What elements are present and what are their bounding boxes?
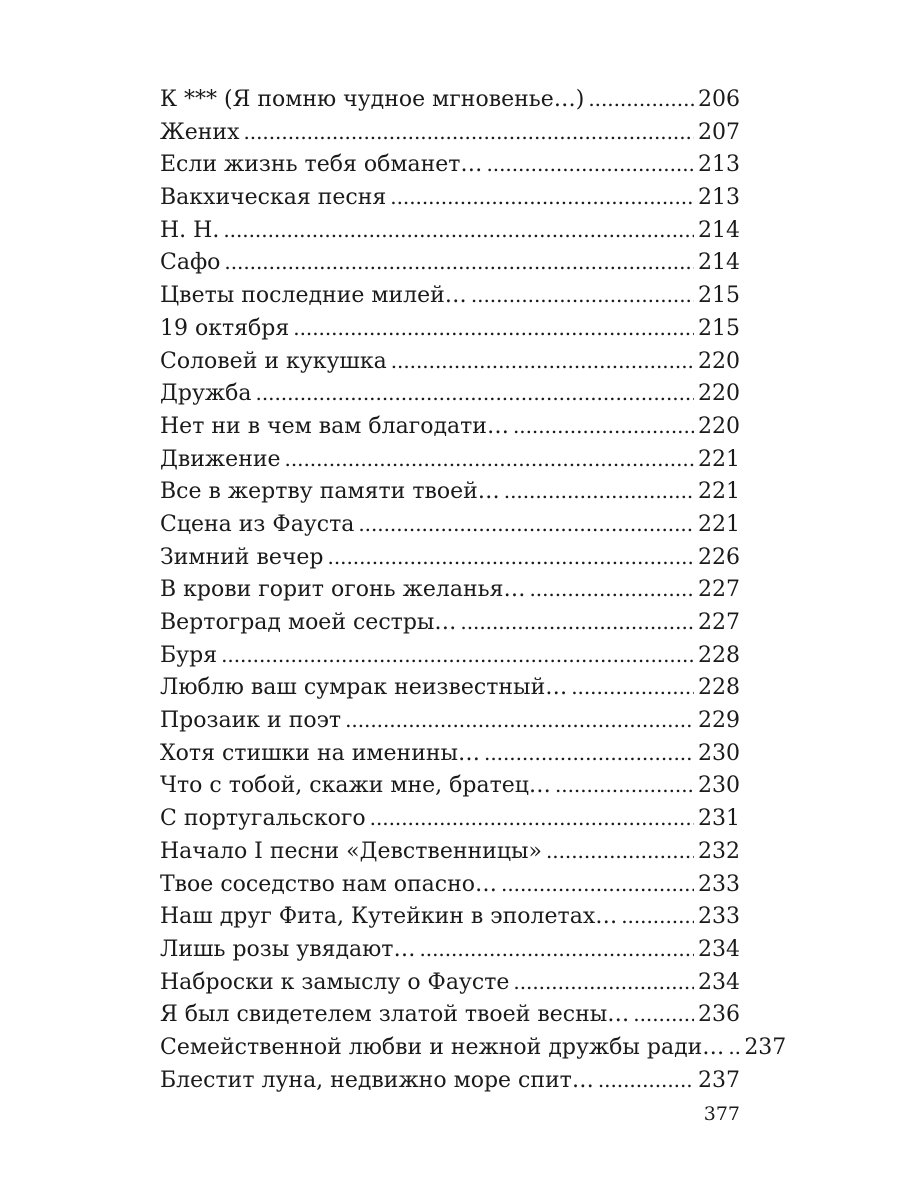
toc-entry-page: 227 — [698, 577, 740, 603]
toc-entry-page: 228 — [698, 675, 740, 701]
toc-entry-title: В крови горит огонь желанья… — [160, 577, 526, 603]
toc-entry — [160, 116, 740, 149]
dot-leader — [728, 1031, 740, 1065]
toc-entry-title: Зимний вечер — [160, 544, 324, 570]
dot-leader — [504, 475, 694, 509]
toc-entry — [160, 508, 740, 541]
dot-leader — [484, 737, 694, 771]
toc-entry — [160, 1031, 787, 1064]
toc-entry — [160, 998, 740, 1031]
toc-entry — [160, 966, 740, 999]
toc-entry-page: 206 — [698, 87, 740, 112]
toc-entry-page: 215 — [698, 283, 740, 309]
toc-entry — [160, 214, 740, 247]
dot-leader — [285, 443, 694, 477]
toc-entry-title: Вакхическая песня — [160, 185, 387, 211]
toc-entry-page: 214 — [698, 250, 740, 276]
dot-leader — [293, 312, 694, 346]
toc-entry-page: 214 — [698, 217, 740, 243]
toc-entry-title: Хотя стишки на именины… — [160, 740, 481, 766]
toc-entry-title: Вертоград моей сестры… — [160, 610, 457, 635]
dot-leader — [555, 769, 694, 803]
toc-entry-title: Н. Н. — [160, 217, 220, 243]
toc-entry-title: Буря — [160, 642, 218, 668]
dot-leader — [460, 606, 694, 640]
toc-entry — [160, 345, 740, 378]
toc-entry — [160, 279, 740, 312]
dot-leader — [588, 83, 694, 117]
toc-entry-page: 213 — [698, 152, 740, 178]
toc-entry — [160, 410, 740, 443]
toc-entry-page: 220 — [698, 381, 740, 407]
toc-entry — [160, 443, 740, 476]
dot-leader — [370, 802, 694, 836]
dot-leader — [419, 933, 694, 967]
toc-entry-title: Наброски к замыслу о Фаусте — [160, 969, 510, 995]
toc-entry-title: С португальского — [160, 806, 366, 832]
toc-entry-title: Начало I песни «Девственницы» — [160, 838, 542, 864]
toc-entry-title: Что с тобой, скажи мне, братец… — [160, 773, 551, 799]
toc-entry-page: 215 — [698, 315, 740, 341]
toc-entry-page: 221 — [698, 446, 740, 472]
toc-entry-title: Все в жертву памяти твоей… — [160, 479, 500, 505]
toc-entry-page: 228 — [698, 642, 740, 668]
toc-entry-title: Прозаик и поэт — [160, 708, 342, 734]
dot-leader — [358, 508, 694, 542]
toc-entry-page: 221 — [698, 511, 740, 537]
dot-leader — [529, 573, 694, 607]
toc-entry — [160, 148, 740, 181]
dot-leader — [345, 704, 694, 738]
toc-entry-title: К *** (Я помню чудное мгновенье…) — [160, 87, 585, 112]
toc-entry-page: 227 — [698, 610, 740, 635]
dot-leader — [513, 966, 694, 1000]
toc-entry — [160, 835, 740, 868]
toc-entry-title: 19 октября — [160, 315, 290, 341]
toc-entry — [160, 671, 740, 704]
toc-entry-page: 236 — [698, 1002, 740, 1028]
dot-leader — [546, 835, 694, 869]
dot-leader — [223, 214, 694, 248]
toc-entry-title: Цветы последние милей… — [160, 283, 467, 309]
toc-entry-page: 233 — [698, 904, 740, 930]
toc-entry-title: Люблю ваш сумрак неизвестный… — [160, 675, 568, 701]
toc-entry-title: Сафо — [160, 250, 221, 276]
dot-leader — [513, 410, 694, 444]
toc-entry — [160, 83, 740, 116]
toc-entry-page: 230 — [698, 740, 740, 766]
toc-entry — [160, 541, 740, 574]
dot-leader — [224, 246, 694, 280]
toc-entry — [160, 769, 740, 802]
dot-leader — [501, 868, 694, 902]
toc-entry-page: 231 — [698, 806, 740, 832]
toc-entry — [160, 475, 740, 508]
toc-entry-title: Я был свидетелем златой твоей весны… — [160, 1002, 630, 1028]
toc-entry-page: 221 — [698, 479, 740, 505]
toc-entry-page: 207 — [698, 119, 740, 145]
toc-entry — [160, 1064, 740, 1097]
dot-leader — [391, 345, 694, 379]
toc-entry-title: Нет ни в чем вам благодати… — [160, 413, 509, 439]
dot-leader — [471, 279, 694, 313]
table-of-contents — [160, 83, 787, 1096]
toc-entry-title: Соловей и кукушка — [160, 348, 387, 374]
toc-entry — [160, 573, 740, 606]
toc-entry-title: Сцена из Фауста — [160, 511, 355, 537]
toc-entry-page: 220 — [698, 348, 740, 374]
dot-leader — [633, 998, 694, 1032]
toc-entry — [160, 900, 740, 933]
toc-entry-page: 234 — [698, 936, 740, 962]
toc-entry-page: 220 — [698, 413, 740, 439]
toc-entry — [160, 704, 740, 737]
toc-entry — [160, 737, 740, 770]
toc-entry-title: Жених — [160, 119, 240, 145]
toc-entry — [160, 802, 740, 835]
toc-entry-page: 232 — [698, 838, 740, 864]
dot-leader — [598, 1064, 694, 1098]
toc-entry-page: 229 — [698, 708, 740, 734]
toc-entry-title: Лишь розы увядают… — [160, 936, 416, 962]
dot-leader — [390, 181, 694, 215]
toc-entry — [160, 312, 740, 345]
toc-entry-title: Дружба — [160, 381, 252, 407]
toc-entry-page: 213 — [698, 185, 740, 211]
dot-leader — [571, 671, 694, 705]
toc-entry-page: 233 — [698, 871, 740, 897]
toc-entry-page: 226 — [698, 544, 740, 570]
toc-entry — [160, 639, 740, 672]
toc-entry — [160, 868, 740, 901]
toc-entry-title: Блестит луна, недвижно море спит… — [160, 1067, 594, 1093]
toc-entry-title: Твое соседство нам опасно… — [160, 871, 498, 897]
toc-entry-title: Если жизнь тебя обманет… — [160, 152, 483, 178]
toc-entry — [160, 606, 740, 639]
toc-entry-title: Движение — [160, 446, 281, 472]
toc-entry-title: Семейственной любви и нежной дружбы ради… — [160, 1034, 725, 1060]
toc-entry-title: Наш друг Фита, Кутейкин в эполетах… — [160, 904, 618, 930]
dot-leader — [221, 639, 694, 673]
dot-leader — [256, 377, 694, 411]
toc-entry — [160, 933, 740, 966]
toc-entry-page: 230 — [698, 773, 740, 799]
dot-leader — [621, 900, 694, 934]
toc-entry-page: 237 — [744, 1034, 787, 1060]
dot-leader — [243, 116, 694, 150]
page-number: 377 — [703, 1103, 740, 1125]
toc-entry — [160, 246, 740, 279]
toc-entry-page: 234 — [698, 969, 740, 995]
toc-entry-page: 237 — [698, 1067, 740, 1093]
toc-entry — [160, 181, 740, 214]
dot-leader — [486, 148, 694, 182]
toc-entry — [160, 377, 740, 410]
dot-leader — [328, 541, 694, 575]
